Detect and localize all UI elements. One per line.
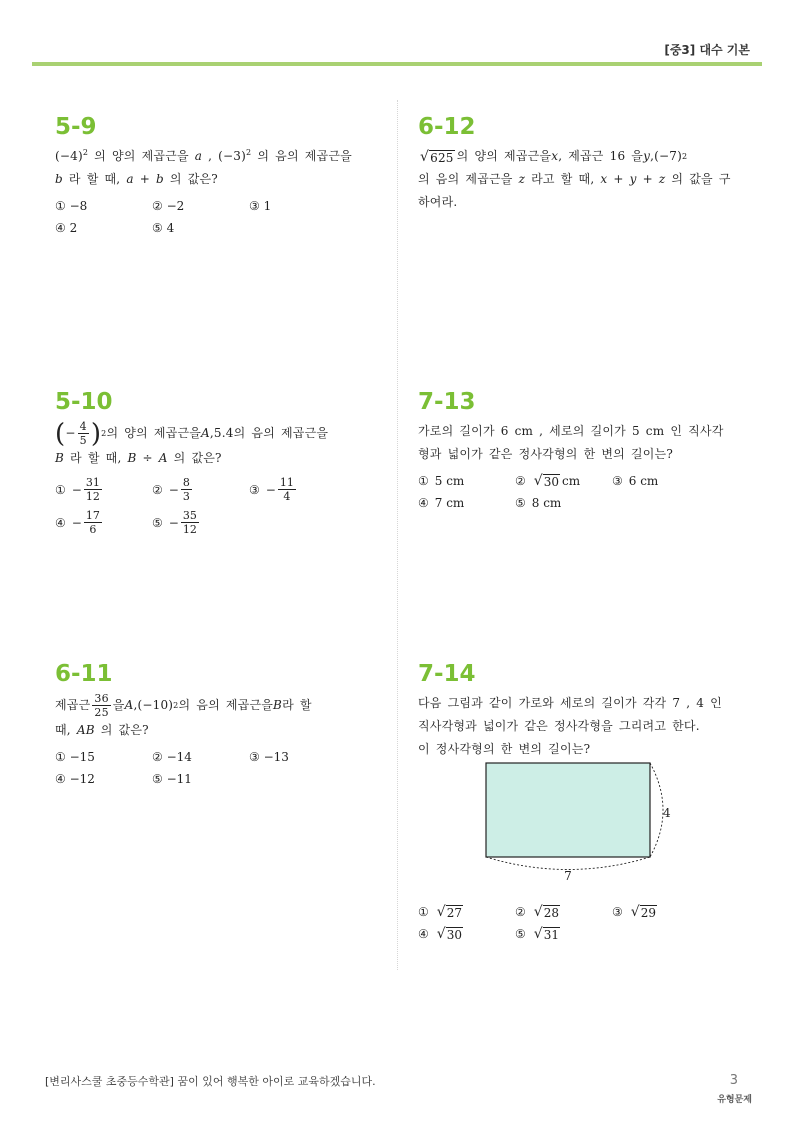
choice-1[interactable]: ① −8: [55, 199, 88, 213]
choice-2[interactable]: ② −2: [152, 199, 185, 213]
problem-stem: 다음 그림과 같이 가로와 세로의 길이가 각각 7 , 4 인 직사각형과 넓이가 같은 정사각형을 그리려고 한다. 이 정사각형의 한 변의 길이는?: [418, 696, 722, 756]
problem-7-13: [418, 388, 738, 514]
answer-choices: [418, 901, 738, 945]
width-label: 7: [564, 869, 572, 883]
choice-3[interactable]: ③ 6 cm: [612, 474, 659, 488]
height-label: 4: [663, 806, 671, 820]
choice-4[interactable]: ④ 2: [55, 221, 78, 235]
choice-3[interactable]: ③ −13: [249, 750, 289, 764]
choice-2[interactable]: ② √ 30 cm: [515, 473, 581, 489]
answer-choices: [418, 470, 738, 514]
problem-stem: 가로의 길이가 6 cm , 세로의 길이가 5 cm 인 직사각 형과 넓이가 같은 정사각형의 한 변의 길이는?: [418, 424, 724, 461]
problem-number: 5-9: [55, 114, 97, 140]
choice-5[interactable]: ⑤ − $\frac{35}{12}$: [152, 509, 197, 536]
choice-4[interactable]: ④ −12: [55, 772, 95, 786]
page-section-label: 유형문제: [717, 1095, 752, 1105]
page-header-title: [중3] 대수 기본: [664, 43, 750, 57]
problem-7-14: [418, 660, 738, 761]
fraction: $\frac{4}{5}$: [79, 420, 87, 447]
choice-3[interactable]: ③ − $\frac{11}{4}$: [249, 476, 294, 503]
problem-stem: 제곱근 $\frac{36}{25}$ 을 A , (−10) 2 의 음의 제곱근을 B 라 할 때, AB 의 값은?: [55, 692, 312, 737]
answer-choices: [55, 195, 375, 239]
choice-2[interactable]: ② − $\frac{8}{3}$: [152, 476, 190, 503]
choice-5[interactable]: ⑤ 8 cm: [515, 496, 562, 510]
problem-5-9: [55, 113, 375, 239]
problem-number: 7-14: [418, 661, 476, 687]
choice-4[interactable]: ④ 7 cm: [418, 496, 465, 510]
choice-5[interactable]: ⑤ 4: [152, 221, 175, 235]
problem-6-11: [55, 660, 375, 790]
choice-3[interactable]: ③ 1: [249, 199, 272, 213]
footer-slogan: [변리사스쿨 초중등수학관] 꿈이 있어 행복한 아이로 교육하겠습니다.: [45, 1075, 376, 1088]
choice-1[interactable]: ① √ 27: [418, 904, 462, 920]
column-divider: [397, 100, 398, 970]
choice-2[interactable]: ② √ 28: [515, 904, 559, 920]
choice-2[interactable]: ② −14: [152, 750, 192, 764]
choice-1[interactable]: ① 5 cm: [418, 474, 465, 488]
problem-stem: √ 625 의 양의 제곱근을 x , 제곱근 16 을 y , (−7) 2 의 음의 제곱근을 z 라고 할 때, x + y + z 의 값을 구 하여라.: [418, 148, 731, 209]
problem-number: 6-11: [55, 661, 113, 687]
rectangle-shape: [486, 763, 650, 857]
answer-choices: [55, 746, 375, 790]
choice-1[interactable]: ① − $\frac{31}{12}$: [55, 476, 100, 503]
problem-stem: $(-4)^2$ 의 양의 제곱근을 a , $(-3)^2$ 의 음의 제곱근을 b 라 할 때, a + b 의 값은?: [55, 148, 352, 186]
height-brace: [650, 763, 663, 857]
rectangle-figure: [480, 758, 680, 886]
choice-4[interactable]: ④ − $\frac{17}{6}$: [55, 509, 100, 536]
problem-5-10: [55, 388, 375, 536]
problem-number: 6-12: [418, 114, 476, 140]
header-divider: [32, 62, 762, 66]
width-brace: [486, 857, 650, 870]
choice-1[interactable]: ① −15: [55, 750, 95, 764]
choice-3[interactable]: ③ √ 29: [612, 904, 656, 920]
sqrt-expression: √ 625: [420, 148, 454, 165]
fraction: $\frac{36}{25}$: [94, 692, 109, 719]
problem-number: 7-13: [418, 389, 476, 415]
choice-5[interactable]: ⑤ −11: [152, 772, 192, 786]
page-number: 3: [729, 1073, 738, 1088]
problem-stem: ( − $\frac{4}{5}$ ) 2 의 양의 제곱근을 A , 5.4̇ 의 음의 제곱근을 B 라 할 때, B ÷ A 의 값은?: [55, 418, 329, 465]
answer-choices: [55, 476, 375, 536]
choice-4[interactable]: ④ √ 30: [418, 926, 462, 942]
choice-5[interactable]: ⑤ √ 31: [515, 926, 559, 942]
problem-6-12: [418, 113, 738, 214]
problem-7-14-choices: [418, 897, 738, 945]
problem-number: 5-10: [55, 389, 113, 415]
